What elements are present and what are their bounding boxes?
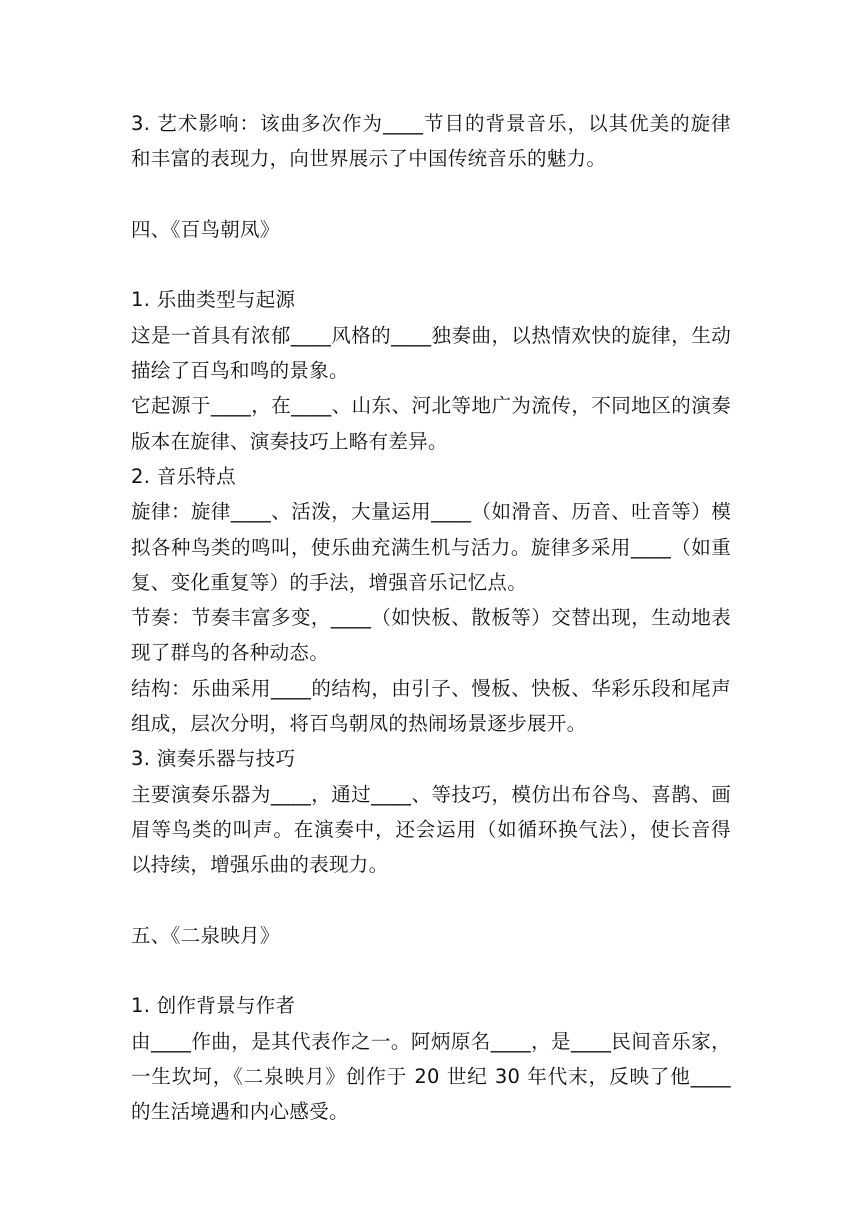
paragraph-instrument: 主要演奏乐器为____，通过____、等技巧，模仿出布谷鸟、喜鹊、画眉等鸟类的叫声。在演奏中，还会运用（如循环换气法），使长音得以持续，增强乐曲的表现力。 (131, 782, 731, 877)
paragraph-author: 由____作曲，是其代表作之一。阿炳原名____，是____民间音乐家，一生坎坷，《二泉映月》创作于 20 世纪 30 年代末，反映了他____的生活境遇和内心感受。 (131, 1029, 731, 1124)
blank-line (131, 177, 731, 212)
subheading-music-features: 2. 音乐特点 (131, 464, 236, 488)
document-page (131, 106, 731, 1130)
paragraph-structure: 结构：乐曲采用____的结构，由引子、慢板、快板、华彩乐段和尾声组成，层次分明，将百鸟朝凤的热闹场景逐步展开。 (131, 676, 731, 736)
paragraph-art-influence: 3. 艺术影响：该曲多次作为____节目的背景音乐，以其优美的旋律和丰富的表现力，向世界展示了中国传统音乐的魅力。 (131, 112, 731, 171)
subheading-background-author: 1. 创作背景与作者 (131, 994, 296, 1018)
paragraph-origin: 它起源于____，在____、山东、河北等地广为流传，不同地区的演奏版本在旋律、演奏技巧上略有差异。 (131, 394, 731, 453)
section-heading-erquanyingyue: 五、《二泉映月》 (131, 923, 280, 947)
blank-line (131, 883, 731, 918)
paragraph-rhythm: 节奏：节奏丰富多变，____（如快板、散板等）交替出现，生动地表现了群鸟的各种动态。 (131, 606, 731, 665)
subheading-type-origin: 1. 乐曲类型与起源 (131, 288, 296, 312)
paragraph-type: 这是一首具有浓郁____风格的____独奏曲，以热情欢快的旋律，生动描绘了百鸟和鸣的景象。 (131, 323, 731, 383)
subheading-instrument-technique: 3. 演奏乐器与技巧 (131, 747, 296, 771)
blank-line (131, 247, 731, 282)
paragraph-melody: 旋律：旋律____、活泼，大量运用____（如滑音、历音、吐音等）模拟各种鸟类的鸣叫，使乐曲充满生机与活力。旋律多采用____（如重复、变化重复等）的手法，增强音乐记忆点。 (131, 500, 731, 594)
blank-line (131, 953, 731, 988)
section-heading-bainiaochaofeng: 四、《百鸟朝凤》 (131, 217, 280, 241)
